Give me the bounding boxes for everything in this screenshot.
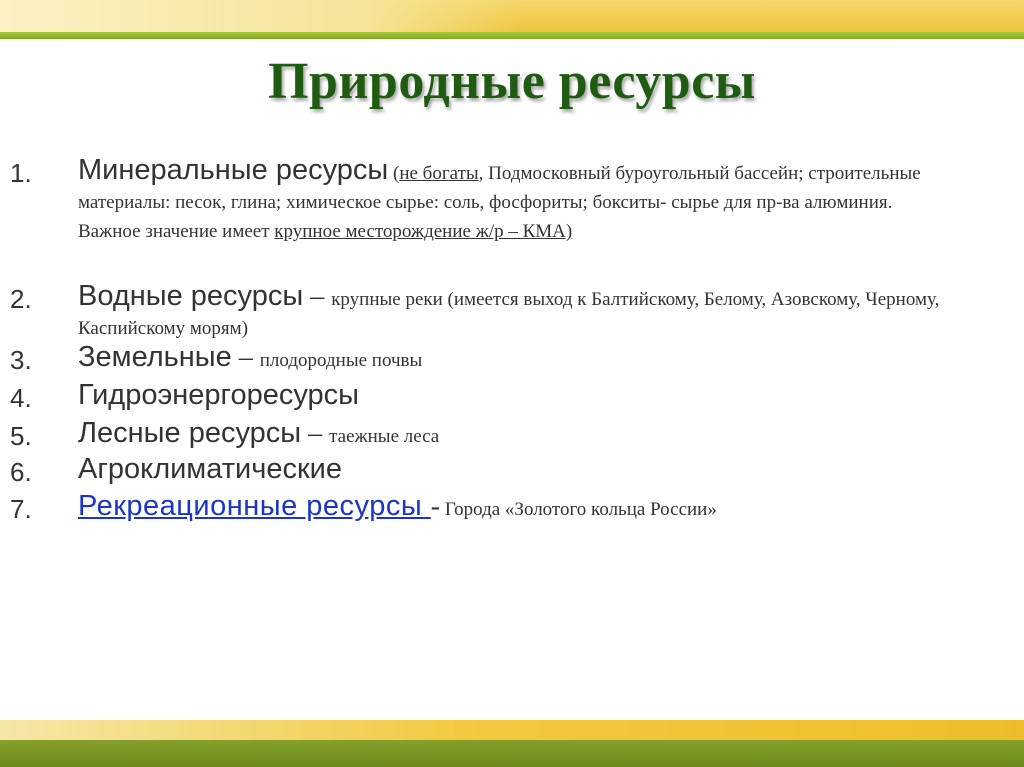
recreation-link[interactable]: Рекреационные ресурсы [78, 490, 431, 522]
item-body [78, 455, 958, 487]
item-text: крупные реки (имеется выход к Балтийскому, Белому, Азовскому, Черному, Каспийскому морям) [78, 289, 940, 339]
item-body [78, 282, 958, 343]
item-heading: Водные ресурсы [78, 280, 304, 312]
bottom-decor-band [0, 720, 1024, 740]
item-heading: Минеральные ресурсы [78, 154, 389, 186]
item-number: 4. [10, 383, 32, 413]
item-underlined-text: крупное месторождение ж/р – КМА) [274, 221, 573, 242]
item-body [78, 156, 958, 246]
item-text: плодородные почвы [259, 350, 423, 371]
item-number: 5. [10, 421, 32, 451]
item-dash: – [303, 281, 332, 312]
item-number: 2. [10, 284, 32, 314]
item-heading: Гидроэнергоресурсы [78, 379, 359, 411]
item-number: 7. [10, 494, 32, 524]
item-text: Города «Золотого кольца России» [440, 499, 717, 520]
item-body [78, 492, 958, 524]
item-body [78, 381, 958, 413]
item-heading: Лесные ресурсы [78, 417, 302, 449]
item-paren: ( [388, 163, 400, 184]
item-underlined-text: не богаты [399, 163, 479, 184]
item-number: 6. [10, 457, 32, 487]
item-text: таежные леса [329, 426, 440, 447]
item-number: 1. [10, 158, 32, 188]
item-dash: – [231, 342, 260, 373]
item-body [78, 419, 958, 451]
top-decor-band [0, 0, 1024, 32]
top-decor-line [0, 32, 1024, 39]
bottom-decor-line [0, 740, 1024, 767]
item-dash: - [430, 491, 441, 522]
slide-title: Природные ресурсы [268, 53, 756, 110]
item-heading: Агроклиматические [78, 453, 342, 485]
item-dash: – [301, 418, 330, 449]
item-number: 3. [10, 345, 32, 375]
item-text: , Подмосковный буроугольный бассейн; строительные материалы: песок, глина; химическое сырье: соль, фосфориты; бокситы- сырье для пр-ва алюминия. Важное значение имеет [78, 163, 921, 242]
item-body [78, 343, 958, 375]
item-heading: Земельные [78, 341, 232, 373]
